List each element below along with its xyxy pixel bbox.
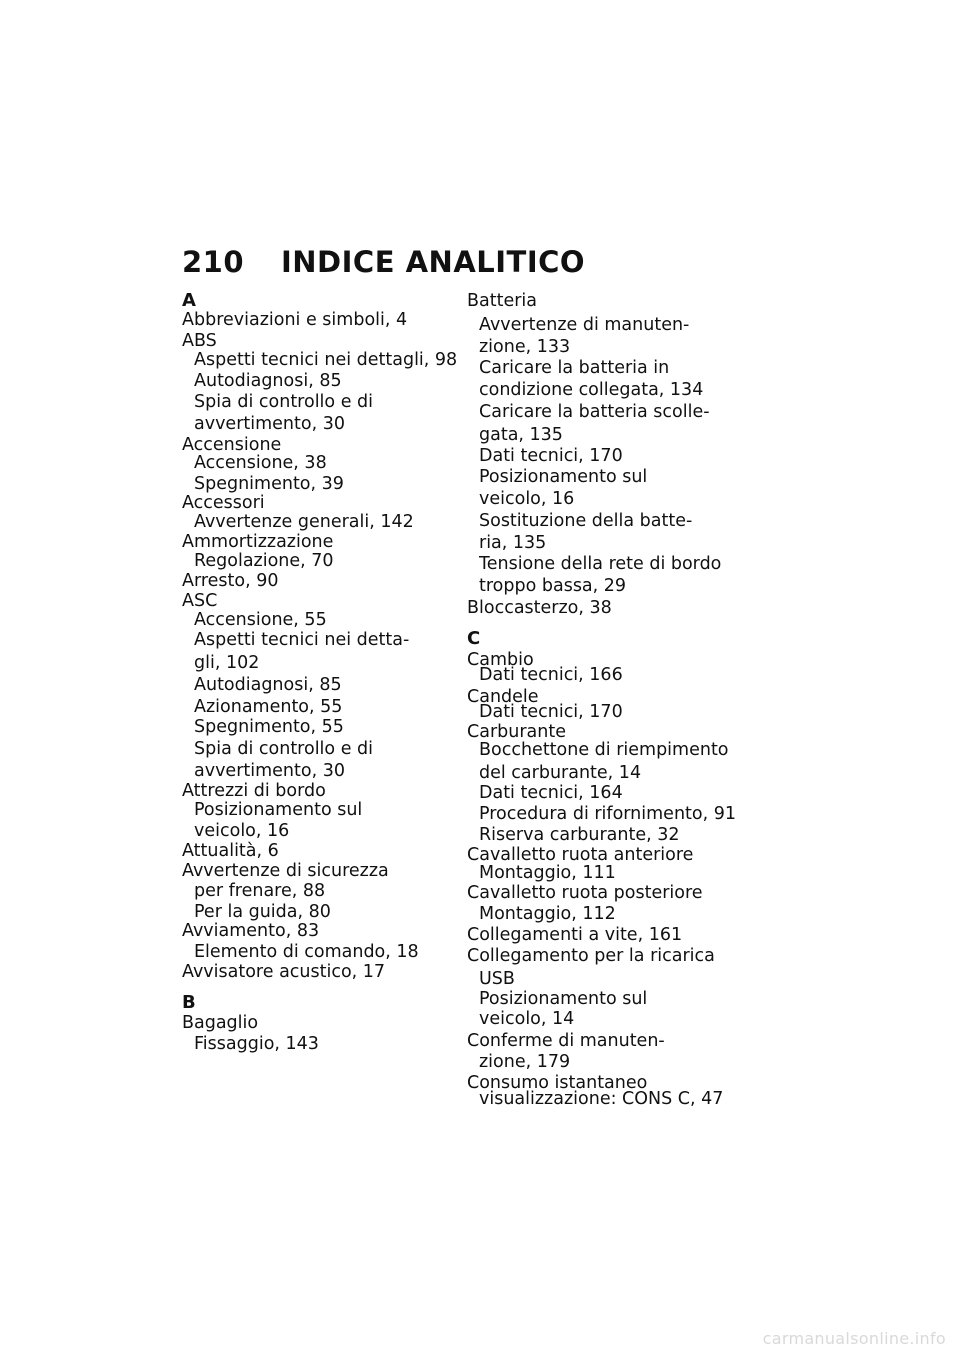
index-subentry: Autodiagnosi, 85	[194, 371, 342, 391]
index-subentry: Spia di controllo e di	[194, 739, 373, 759]
index-subentry: veicolo, 14	[479, 1009, 575, 1029]
index-entry: Collegamenti a vite, 161	[467, 925, 683, 945]
index-entry: Ammortizzazione	[182, 532, 334, 552]
index-subentry: ria, 135	[479, 533, 547, 553]
index-entry: Candele	[467, 687, 539, 707]
index-subentry: Dati tecnici, 170	[479, 446, 623, 466]
index-entry: Collegamento per la ricarica	[467, 946, 715, 966]
index-subentry: Avvertenze generali, 142	[194, 512, 414, 532]
index-subentry: Spia di controllo e di	[194, 392, 373, 412]
index-entry: Accensione	[182, 435, 282, 455]
index-subentry: Posizionamento sul	[194, 800, 363, 820]
index-subentry: Dati tecnici, 166	[479, 665, 623, 685]
index-subentry: del carburante, 14	[479, 763, 642, 783]
section-letter: C	[467, 628, 481, 649]
index-subentry: per frenare, 88	[194, 881, 326, 901]
index-subentry: Caricare la batteria in	[479, 358, 670, 378]
index-subentry: Regolazione, 70	[194, 551, 334, 571]
index-entry: Avviamento, 83	[182, 921, 320, 941]
index-subentry: avvertimento, 30	[194, 414, 345, 434]
index-entry: Abbreviazioni e simboli, 4	[182, 310, 408, 330]
index-entry: Cavalletto ruota posteriore	[467, 883, 703, 903]
index-subentry: Procedura di rifornimento, 91	[479, 804, 736, 824]
index-entry: Avvisatore acustico, 17	[182, 962, 386, 982]
index-entry: Cavalletto ruota anteriore	[467, 845, 694, 865]
index-entry: Accessori	[182, 493, 265, 513]
index-subentry: Posizionamento sul	[479, 467, 648, 487]
index-subentry: Aspetti tecnici nei detta-	[194, 630, 410, 650]
index-subentry: troppo bassa, 29	[479, 576, 627, 596]
index-subentry: condizione collegata, 134	[479, 380, 704, 400]
section-letter: B	[182, 992, 196, 1013]
index-subentry: Fissaggio, 143	[194, 1034, 319, 1054]
index-subentry: gli, 102	[194, 653, 260, 673]
index-subentry: Azionamento, 55	[194, 697, 343, 717]
index-subentry: Dati tecnici, 164	[479, 783, 623, 803]
index-entry: Cambio	[467, 650, 534, 670]
index-subentry: zione, 179	[479, 1052, 571, 1072]
index-subentry: Sostituzione della batte-	[479, 511, 693, 531]
index-subentry: veicolo, 16	[479, 489, 575, 509]
index-entry: Carburante	[467, 722, 566, 742]
index-subentry: visualizzazione: CONS C, 47	[479, 1089, 724, 1109]
section-letter: A	[182, 290, 196, 311]
index-subentry: USB	[479, 969, 515, 989]
index-entry: Consumo istantaneo	[467, 1073, 648, 1093]
index-entry: Avvertenze di sicurezza	[182, 861, 389, 881]
index-subentry: Accensione, 38	[194, 453, 327, 473]
index-subentry: Autodiagnosi, 85	[194, 675, 342, 695]
index-subentry: Tensione della rete di bordo	[479, 554, 722, 574]
index-subentry: Accensione, 55	[194, 610, 327, 630]
index-subentry: Montaggio, 112	[479, 904, 616, 924]
index-subentry: Posizionamento sul	[479, 989, 648, 1009]
index-entry: ASC	[182, 591, 218, 611]
index-subentry: Elemento di comando, 18	[194, 942, 419, 962]
index-subentry: Per la guida, 80	[194, 902, 331, 922]
index-entry: Conferme di manuten-	[467, 1031, 665, 1051]
index-subentry: Dati tecnici, 170	[479, 702, 623, 722]
index-subentry: veicolo, 16	[194, 821, 290, 841]
index-subentry: Riserva carburante, 32	[479, 825, 680, 845]
page-title: INDICE ANALITICO	[281, 245, 586, 279]
index-subentry: Spegnimento, 55	[194, 717, 344, 737]
index-entry: Attrezzi di bordo	[182, 781, 326, 801]
index-entry: Bloccasterzo, 38	[467, 598, 612, 618]
page-number: 210	[182, 245, 245, 279]
index-entry: Arresto, 90	[182, 571, 279, 591]
index-subentry: gata, 135	[479, 425, 563, 445]
index-subentry: Aspetti tecnici nei dettagli, 98	[194, 350, 458, 370]
index-subentry: Spegnimento, 39	[194, 474, 344, 494]
index-subentry: zione, 133	[479, 337, 571, 357]
index-subentry: avvertimento, 30	[194, 761, 345, 781]
index-entry: Bagaglio	[182, 1013, 259, 1033]
index-subentry: Bocchettone di riempimento	[479, 740, 729, 760]
index-entry: ABS	[182, 331, 217, 351]
index-subentry: Montaggio, 111	[479, 863, 616, 883]
index-entry: Attualità, 6	[182, 841, 279, 861]
index-subentry: Avvertenze di manuten-	[479, 315, 690, 335]
index-entry: Batteria	[467, 291, 537, 311]
watermark[interactable]: carmanualsonline.info	[762, 1329, 946, 1348]
index-subentry: Caricare la batteria scolle-	[479, 402, 710, 422]
